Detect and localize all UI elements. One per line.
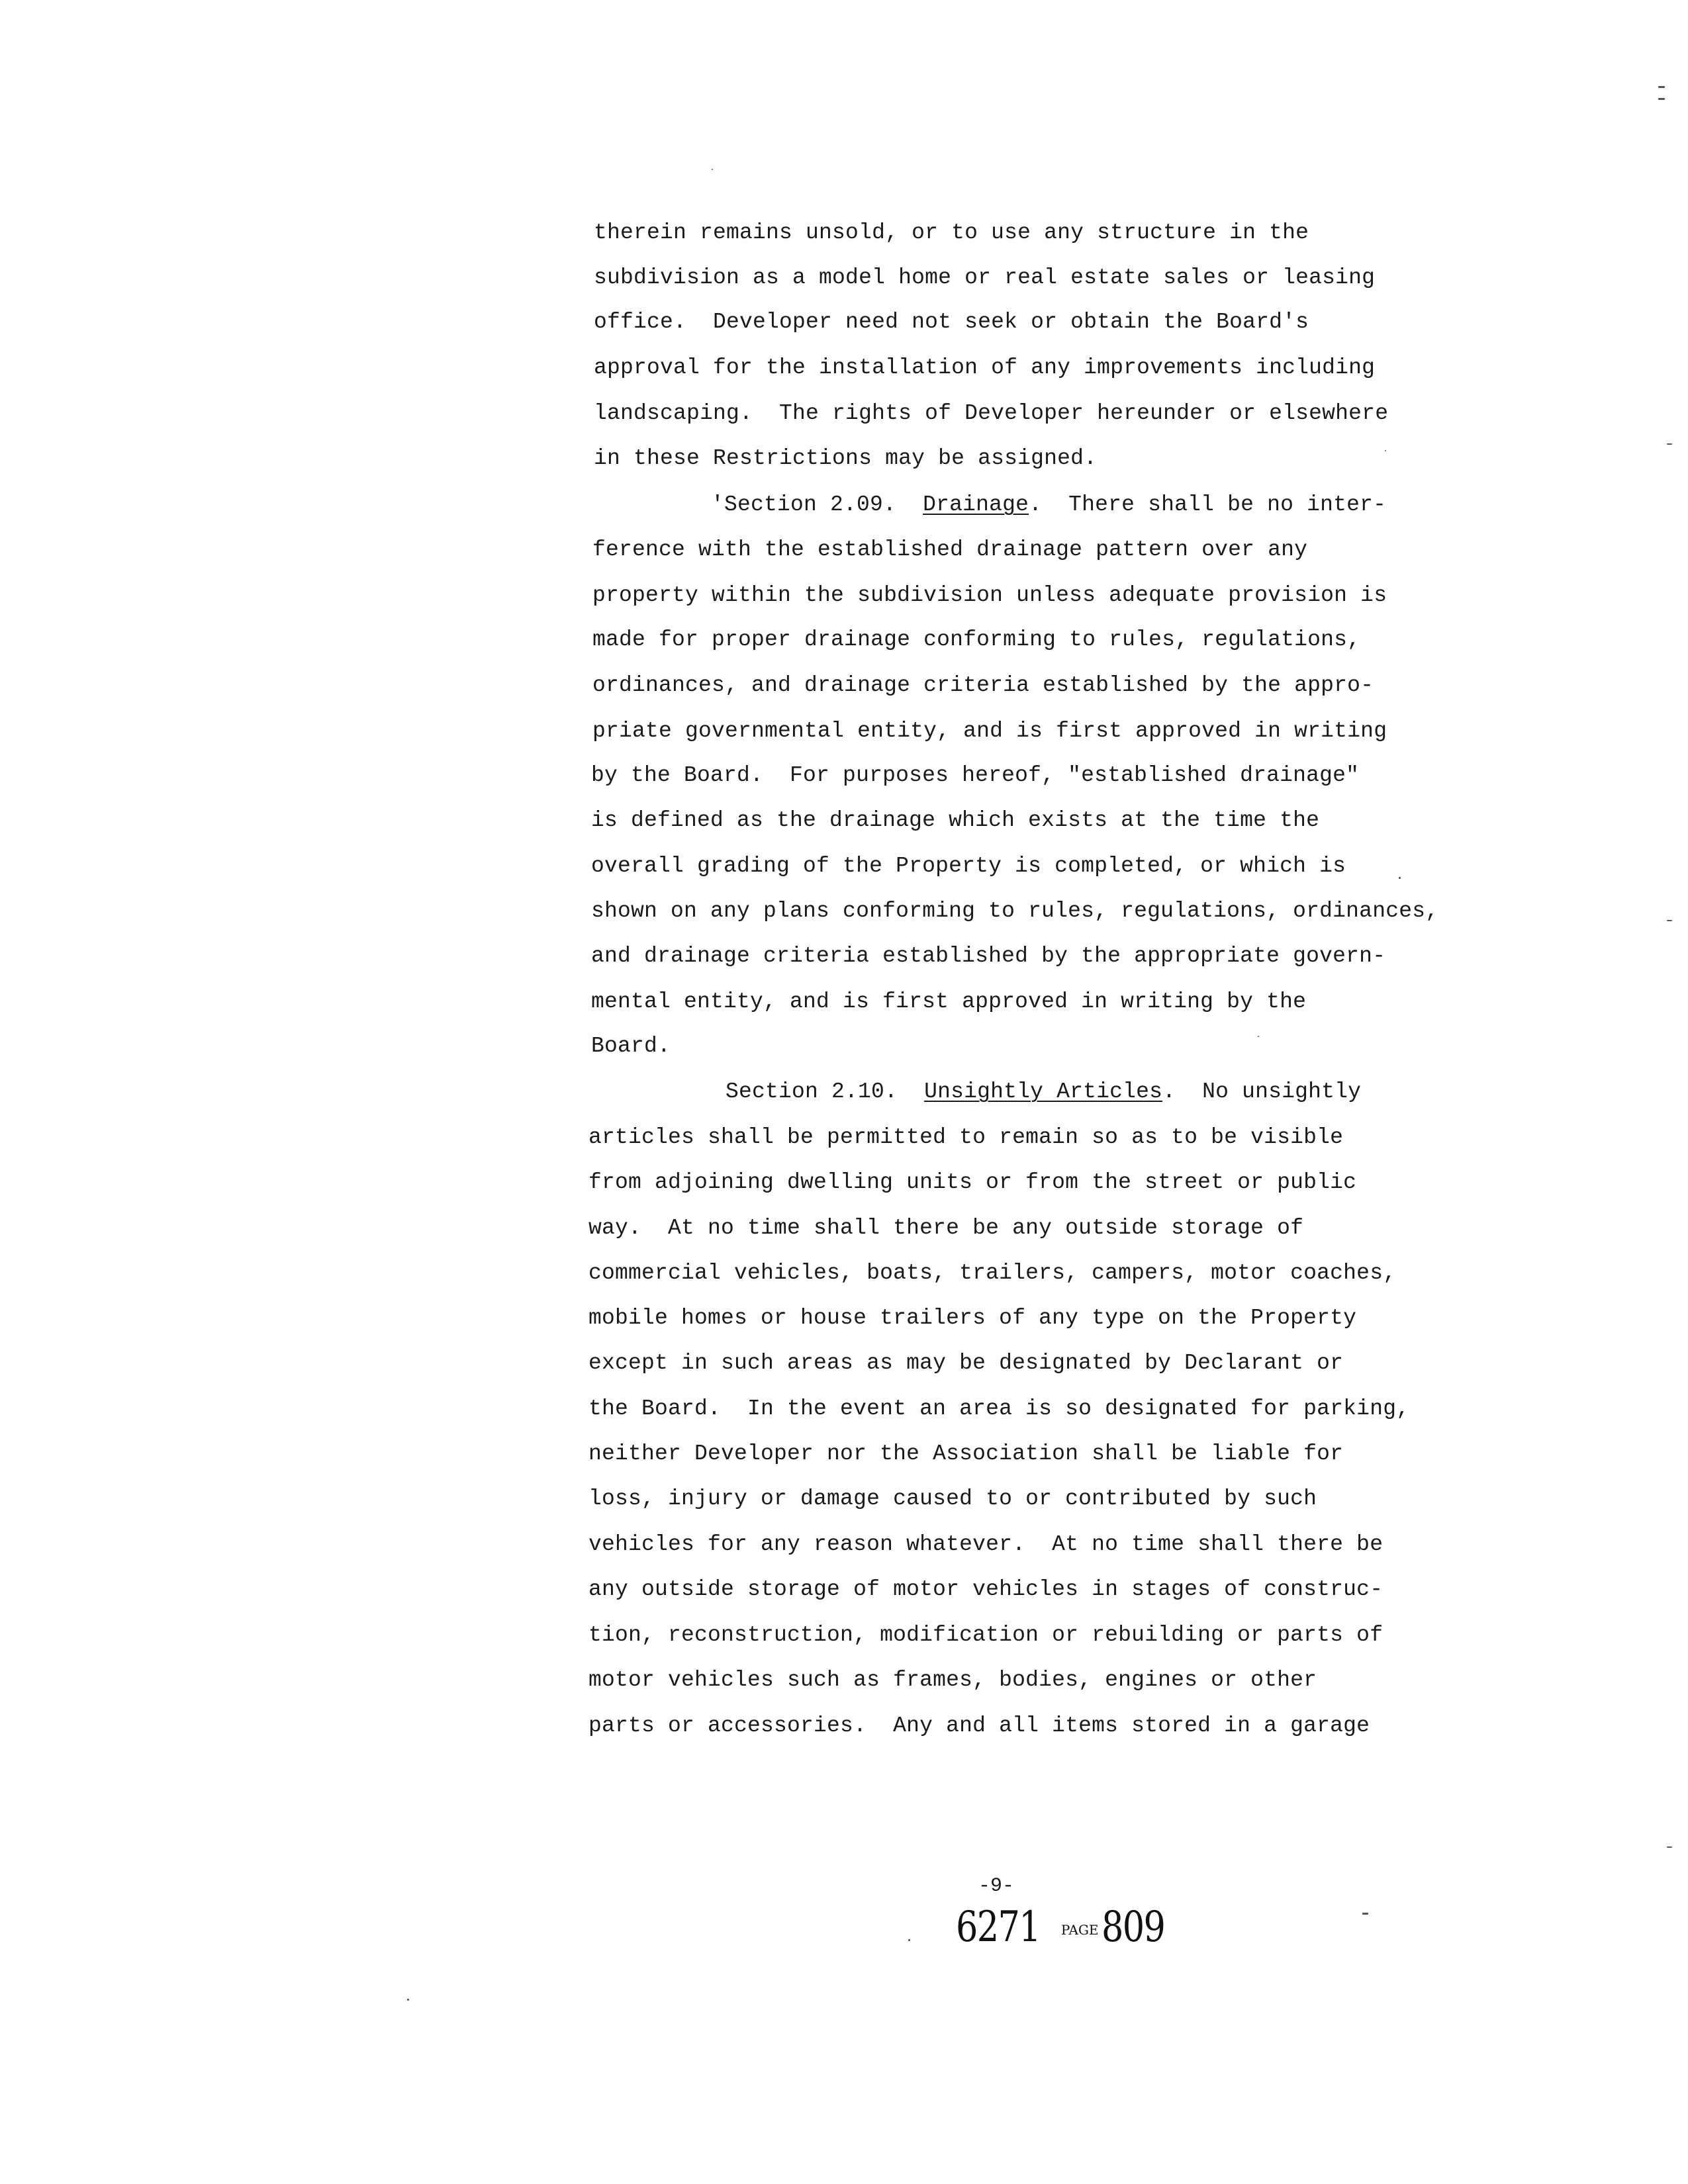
scan-mark bbox=[1667, 1846, 1672, 1848]
text-line: approval for the installation of any improvements including bbox=[594, 355, 1376, 380]
text-line: is defined as the drainage which exists at the time the bbox=[591, 808, 1320, 833]
scan-mark bbox=[1362, 1913, 1368, 1915]
text-line: shown on any plans conforming to rules, regulations, ordinances, bbox=[591, 899, 1439, 923]
scan-mark bbox=[712, 169, 713, 170]
stamp-page-number: 809 bbox=[1101, 1903, 1164, 1952]
text-line: tion, reconstruction, modification or rebuilding or parts of bbox=[588, 1623, 1383, 1647]
text-line: Board. bbox=[591, 1034, 671, 1058]
text-line: way. At no time shall there be any outside storage of bbox=[588, 1216, 1304, 1240]
scan-mark bbox=[908, 1939, 910, 1941]
text-line: ference with the established drainage pattern over any bbox=[592, 537, 1308, 562]
scan-mark bbox=[1667, 443, 1672, 445]
stamp-book-number: 6271 bbox=[956, 1903, 1040, 1952]
text-line: overall grading of the Property is completed, or which is bbox=[591, 854, 1346, 878]
section-2-10-text: . No unsightly bbox=[1162, 1079, 1362, 1104]
text-line: any outside storage of motor vehicles in stages of construc- bbox=[588, 1577, 1383, 1602]
scan-mark bbox=[1399, 877, 1401, 879]
text-line: in these Restrictions may be assigned. bbox=[594, 446, 1098, 471]
text-line: vehicles for any reason whatever. At no time shall there be bbox=[588, 1532, 1383, 1557]
scan-mark bbox=[1658, 86, 1665, 88]
text-line: ordinances, and drainage criteria established by the appro- bbox=[592, 673, 1374, 698]
text-line: neither Developer nor the Association shall be liable for bbox=[588, 1441, 1344, 1466]
stamp-page-label: PAGE bbox=[1060, 1922, 1099, 1938]
section-2-10-title: Unsightly Articles bbox=[924, 1079, 1163, 1104]
scan-mark bbox=[1385, 450, 1386, 451]
text-line: parts or accessories. Any and all items stored in a garage bbox=[588, 1713, 1370, 1738]
section-2-09-title: Drainage bbox=[923, 492, 1029, 517]
text-line: priate governmental entity, and is first approved in writing bbox=[592, 719, 1387, 743]
text-line: loss, injury or damage caused to or contributed by such bbox=[588, 1486, 1317, 1511]
page-number: -9- bbox=[978, 1875, 1015, 1897]
text-line: the Board. In the event an area is so designated for parking, bbox=[588, 1396, 1410, 1421]
text-line: by the Board. For purposes hereof, "established drainage" bbox=[591, 763, 1360, 788]
section-2-10-heading-line bbox=[726, 1079, 1361, 1105]
scan-mark bbox=[1258, 1036, 1259, 1037]
text-line: therein remains unsold, or to use any structure in the bbox=[594, 220, 1309, 245]
scan-mark bbox=[1658, 98, 1665, 100]
text-line: office. Developer need not seek or obtain the Board's bbox=[594, 310, 1309, 334]
text-line: mental entity, and is first approved in writing by the bbox=[591, 989, 1307, 1014]
section-2-09-heading-line bbox=[711, 492, 1386, 518]
section-2-09-text: . There shall be no inter- bbox=[1029, 492, 1387, 517]
text-line: subdivision as a model home or real estate sales or leasing bbox=[594, 265, 1376, 290]
text-line: except in such areas as may be designated by Declarant or bbox=[588, 1351, 1344, 1375]
text-line: motor vehicles such as frames, bodies, engines or other bbox=[588, 1668, 1317, 1692]
text-line: commercial vehicles, boats, trailers, campers, motor coaches, bbox=[588, 1261, 1397, 1285]
scan-mark bbox=[407, 1999, 409, 2001]
text-line: and drainage criteria established by the appropriate govern- bbox=[591, 944, 1386, 968]
text-line: articles shall be permitted to remain so as to be visible bbox=[588, 1125, 1344, 1150]
text-line: made for proper drainage conforming to rules, regulations, bbox=[592, 627, 1361, 652]
scan-mark bbox=[1667, 920, 1672, 921]
text-line: from adjoining dwelling units or from the street or public bbox=[588, 1170, 1357, 1195]
text-line: mobile homes or house trailers of any type on the Property bbox=[588, 1306, 1357, 1330]
section-2-10-label: Section 2.10. bbox=[726, 1079, 925, 1104]
recording-stamp bbox=[956, 1901, 1178, 1964]
text-line: property within the subdivision unless adequate provision is bbox=[592, 583, 1387, 608]
text-line: landscaping. The rights of Developer hereunder or elsewhere bbox=[594, 401, 1389, 426]
section-2-09-label: 'Section 2.09. bbox=[711, 492, 923, 517]
